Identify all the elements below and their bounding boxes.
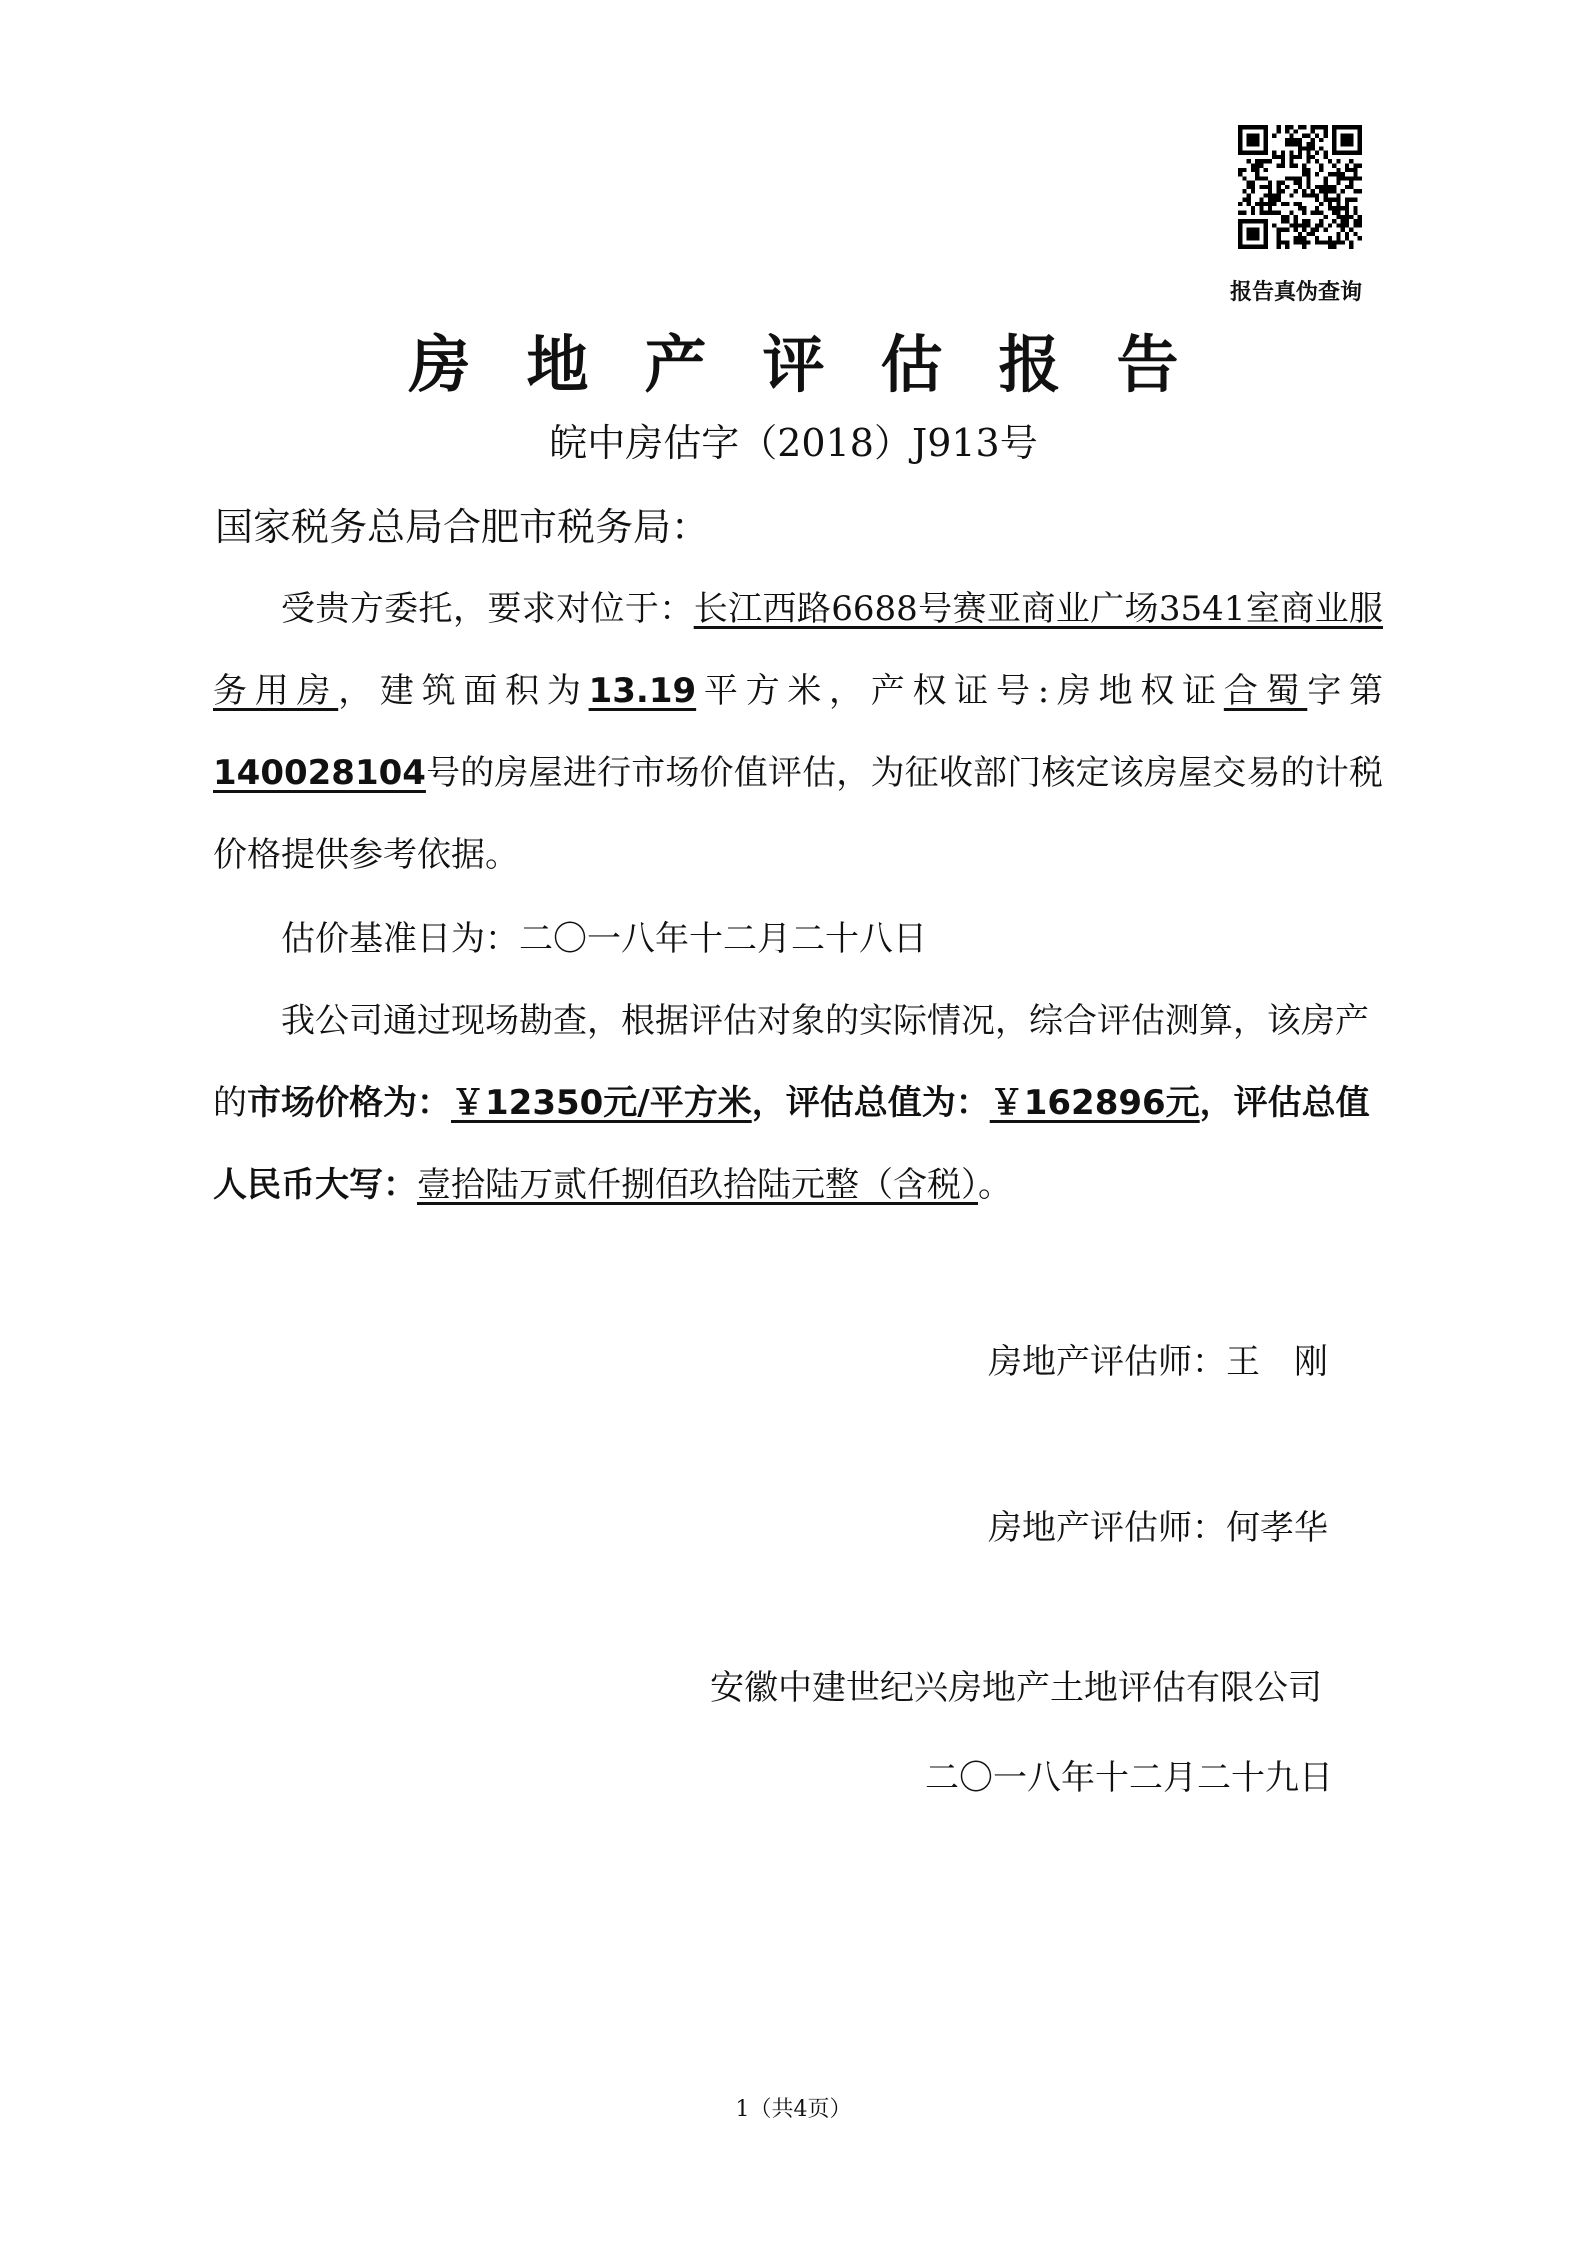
total-value: ￥162896元 [989,1083,1200,1123]
total-value-chinese: 壹拾陆万贰仟捌佰玖拾陆元整（含税） [417,1165,978,1205]
para3-intro: 我公司通过现场勘查，根据评估对象的实际情况，综合评估测算，该房产的 [213,1001,1369,1123]
issue-date: 二〇一八年十二月二十九日 [925,1758,1333,1798]
cert-prefix: 平方米，产权证号:房地权证 [696,671,1224,711]
valuation-date: 二〇一八年十二月二十八日 [519,919,927,959]
total-label: ，评估总值为： [751,1083,990,1123]
cert-number: 140028104 [213,753,426,793]
para1-intro: 受贵方委托，要求对位于： [281,589,694,629]
unit-price-label: 市场价格为： [247,1083,451,1123]
addressee: 国家税务总局合肥市税务局： [215,505,710,549]
qr-code[interactable] [1238,125,1368,249]
paragraph-valuation-date [213,898,1383,980]
appraiser-name: 王 刚 [1226,1342,1328,1382]
qr-code-icon[interactable] [1238,125,1362,249]
appraiser-name: 何孝华 [1226,1508,1328,1548]
building-area: 13.19 [588,671,697,711]
company-name: 安徽中建世纪兴房地产土地评估有限公司 [710,1668,1322,1708]
report-title: 房地产评估报告 [408,328,1235,401]
qr-caption: 报告真伪查询 [1230,280,1363,305]
para3-end: 。 [978,1165,1012,1205]
appraiser-signature-1 [988,1334,1328,1383]
cert-city: 合蜀 [1223,671,1308,711]
paragraph-commission [213,568,1383,896]
cert-mid: 字第 [1307,671,1384,711]
purpose-text: 号的房屋进行市场价值评估，为征收部门核定该房屋交易的计税价格提供参考依据。 [213,753,1383,875]
page-number: 1（共4页） [735,2097,852,2122]
area-prefix: ，建筑面积为 [338,671,589,711]
unit-price: ￥12350元/平方米 [451,1083,752,1123]
reference-number: 皖中房估字（2018）J913号 [549,421,1038,465]
total-cn-label: ，评估总值人民币大写： [213,1083,1370,1205]
valuation-date-label: 估价基准日为： [281,919,519,959]
appraiser-label: 房地产评估师： [988,1508,1226,1548]
appraiser-label: 房地产评估师： [988,1342,1226,1382]
property-location: 长江西路6688号赛亚商业广场3541室商业服务用房 [213,589,1383,711]
paragraph-conclusion [213,980,1383,1226]
appraiser-signature-2 [988,1500,1328,1549]
